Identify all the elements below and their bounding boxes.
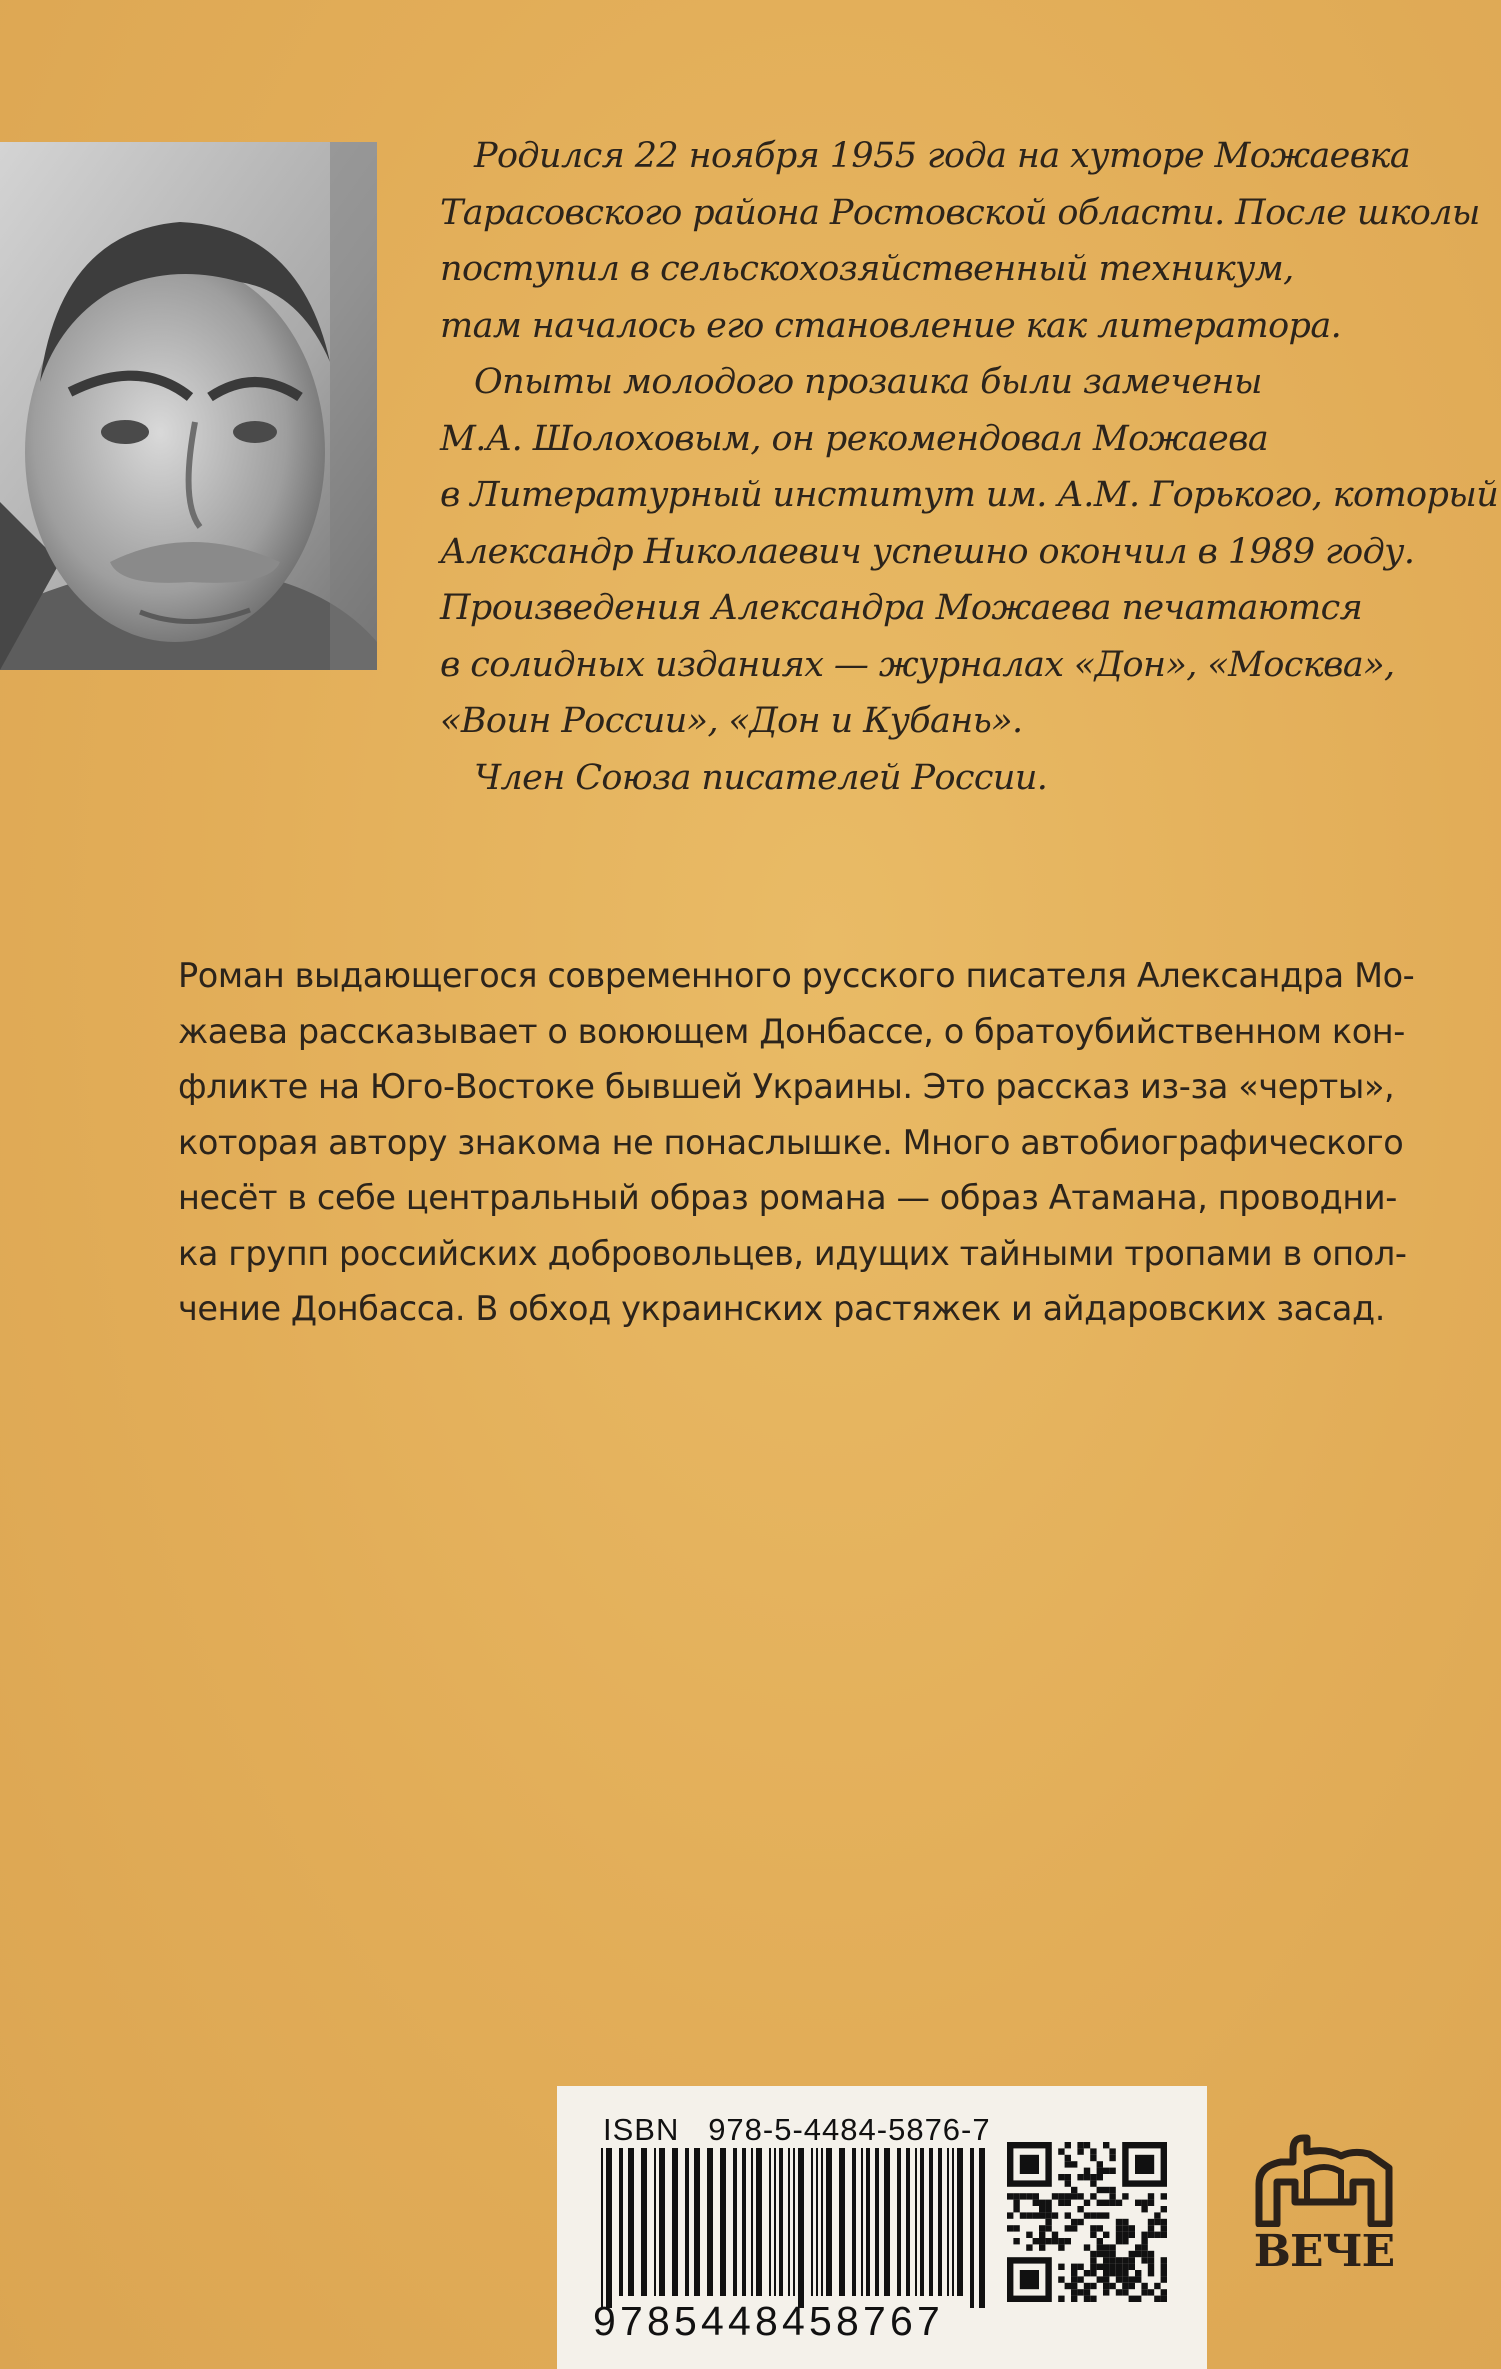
- bio-line: там началось его становление как литератора.: [440, 305, 1342, 346]
- isbn-block: [557, 2086, 1207, 2369]
- description-line: Роман выдающегося современного русского писателя Александра Мо-: [178, 956, 1415, 995]
- description-line: чение Донбасса. В обход украинских растяжек и айдаровских засад.: [178, 1289, 1385, 1328]
- qr-code: [1007, 2142, 1167, 2302]
- barcode: [597, 2148, 997, 2308]
- bio-line: М.А. Шолоховым, он рекомендовал Можаева: [440, 418, 1269, 459]
- bio-line: Александр Николаевич успешно окончил в 1989 году.: [440, 531, 1415, 572]
- barcode-digits: 9785448458767: [593, 2298, 945, 2344]
- description-line: ка групп российских добровольцев, идущих тайными тропами в опол-: [178, 1233, 1407, 1273]
- description-line: жаева рассказывает о воюющем Донбассе, о братоубийственном кон-: [178, 1011, 1405, 1051]
- book-description: [178, 948, 1415, 1337]
- bio-line: «Воин России», «Дон и Кубань».: [440, 701, 1023, 741]
- bio-line: Член Союза писателей России.: [474, 757, 1048, 798]
- bio-line: в солидных изданиях — журналах «Дон», «Москва»,: [440, 644, 1395, 685]
- publisher-logo-text: ВЕЧЕ: [1253, 2226, 1395, 2277]
- isbn-label: ISBN 978-5-4484-5876-7: [603, 2112, 991, 2147]
- author-photo: [0, 142, 377, 670]
- bio-line: Родился 22 ноября 1955 года на хуторе Можаевка: [474, 136, 1411, 176]
- description-line: которая автору знакома не понаслышке. Много автобиографического: [178, 1122, 1404, 1162]
- bio-line: поступил в сельскохозяйственный техникум,: [440, 249, 1294, 289]
- description-line: фликте на Юго-Востоке бывшей Украины. Это рассказ из-за «черты»,: [178, 1067, 1395, 1106]
- bio-line: в Литературный институт им. А.М. Горького, который: [440, 475, 1499, 515]
- bio-line: Тарасовского района Ростовской области. После школы: [440, 192, 1480, 233]
- author-bio: [440, 128, 1499, 806]
- bio-line: Опыты молодого прозаика были замечены: [474, 362, 1262, 402]
- description-line: несёт в себе центральный образ романа — образ Атамана, проводни-: [178, 1178, 1397, 1217]
- kremlin-tower-icon: [1241, 2132, 1406, 2227]
- bio-line: Произведения Александра Можаева печатаются: [440, 588, 1363, 628]
